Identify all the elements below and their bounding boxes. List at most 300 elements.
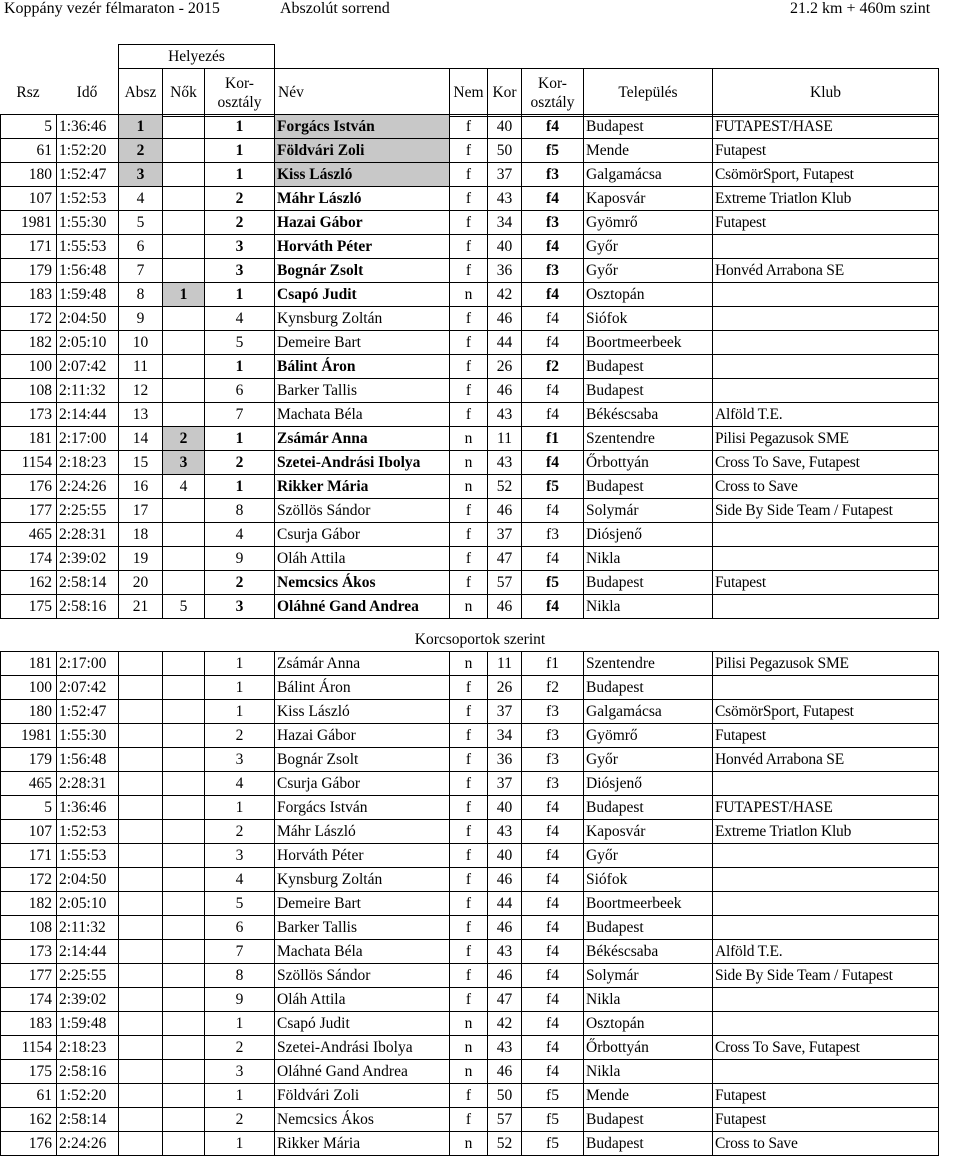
cell-town: Nikla (584, 988, 713, 1012)
cell-name: Nemcsics Ákos (275, 571, 450, 595)
ranking-type: Abszolút sorrend (280, 0, 390, 17)
cell-rsz: 181 (1, 652, 57, 676)
cell-absolute-place: 7 (119, 259, 163, 283)
result-row (1, 427, 939, 451)
cell-age-group: f5 (522, 475, 584, 499)
cell-women-place (163, 355, 205, 379)
cell-club (713, 595, 939, 619)
group-result-row (1, 1012, 939, 1036)
cell-time: 1:56:48 (57, 748, 119, 772)
page-title-bar (0, 0, 960, 20)
cell-name: Bálint Áron (275, 355, 450, 379)
cell-age-group: f4 (522, 796, 584, 820)
cell-sex: f (450, 772, 488, 796)
cell-name: Forgács István (275, 115, 450, 139)
cell-empty (163, 700, 205, 724)
cell-club: Futapest (713, 1084, 939, 1108)
cell-club (713, 355, 939, 379)
cell-age-group: f1 (522, 652, 584, 676)
group-result-row (1, 1108, 939, 1132)
cell-sex: f (450, 379, 488, 403)
header-ido: Idő (76, 84, 98, 101)
cell-age-group-place: 4 (205, 307, 275, 331)
cell-rsz: 180 (1, 700, 57, 724)
cell-club: Pilisi Pegazusok SME (713, 652, 939, 676)
cell-town: Budapest (584, 379, 713, 403)
cell-sex: n (450, 283, 488, 307)
cell-age-group: f3 (522, 748, 584, 772)
cell-age-group: f4 (522, 820, 584, 844)
cell-time: 1:55:30 (57, 724, 119, 748)
cell-age: 34 (488, 211, 522, 235)
cell-club (713, 868, 939, 892)
cell-women-place: 1 (163, 283, 205, 307)
cell-time: 2:04:50 (57, 307, 119, 331)
cell-age-group-place: 3 (205, 595, 275, 619)
cell-time: 2:58:14 (57, 1108, 119, 1132)
cell-age-group: f1 (522, 427, 584, 451)
cell-empty (119, 1084, 163, 1108)
cell-time: 2:58:16 (57, 595, 119, 619)
cell-age-group: f3 (522, 772, 584, 796)
cell-age: 40 (488, 796, 522, 820)
cell-club: Cross To Save, Futapest (713, 451, 939, 475)
cell-women-place (163, 307, 205, 331)
cell-age-group: f5 (522, 1084, 584, 1108)
header-korosztaly-2: Kor- osztály (522, 69, 584, 117)
cell-time: 2:39:02 (57, 547, 119, 571)
cell-absolute-place: 14 (119, 427, 163, 451)
cell-empty (163, 868, 205, 892)
cell-rsz: 171 (1, 844, 57, 868)
cell-sex: f (450, 499, 488, 523)
cell-age: 47 (488, 988, 522, 1012)
cell-sex: f (450, 1108, 488, 1132)
cell-age-group: f5 (522, 139, 584, 163)
group-result-row (1, 964, 939, 988)
cell-town: Osztopán (584, 283, 713, 307)
cell-empty (119, 940, 163, 964)
cell-club: FUTAPEST/HASE (713, 115, 939, 139)
header-telepules: Település (584, 69, 713, 117)
cell-town: Szentendre (584, 652, 713, 676)
cell-age-group-place: 7 (205, 940, 275, 964)
cell-club (713, 1060, 939, 1084)
cell-age-group: f3 (522, 211, 584, 235)
cell-club: Side By Side Team / Futapest (713, 499, 939, 523)
header-nok: Nők (163, 69, 205, 117)
cell-town: Budapest (584, 571, 713, 595)
cell-age-group-place: 2 (205, 211, 275, 235)
cell-absolute-place: 16 (119, 475, 163, 499)
result-row (1, 499, 939, 523)
cell-age-group: f4 (522, 844, 584, 868)
cell-rsz: 173 (1, 940, 57, 964)
result-row (1, 163, 939, 187)
cell-age-group-place: 2 (205, 187, 275, 211)
group-result-row (1, 748, 939, 772)
cell-name: Máhr László (275, 187, 450, 211)
cell-age-group: f4 (522, 379, 584, 403)
cell-time: 2:17:00 (57, 652, 119, 676)
cell-women-place (163, 115, 205, 139)
cell-age: 46 (488, 868, 522, 892)
group-result-row (1, 700, 939, 724)
cell-sex: f (450, 796, 488, 820)
cell-town: Kaposvár (584, 187, 713, 211)
cell-empty (163, 652, 205, 676)
cell-time: 2:28:31 (57, 523, 119, 547)
cell-women-place: 4 (163, 475, 205, 499)
cell-rsz: 171 (1, 235, 57, 259)
results-header (0, 44, 939, 117)
cell-age-group: f4 (522, 307, 584, 331)
group-result-row (1, 940, 939, 964)
cell-age: 37 (488, 700, 522, 724)
cell-time: 2:18:23 (57, 451, 119, 475)
cell-name: Bálint Áron (275, 676, 450, 700)
cell-age: 46 (488, 379, 522, 403)
cell-club: Extreme Triatlon Klub (713, 820, 939, 844)
cell-rsz: 100 (1, 355, 57, 379)
header-rsz: Rsz (16, 84, 40, 101)
cell-sex: f (450, 820, 488, 844)
cell-rsz: 182 (1, 331, 57, 355)
header-kor: Kor (488, 69, 522, 117)
cell-sex: f (450, 259, 488, 283)
cell-town: Osztopán (584, 1012, 713, 1036)
cell-age: 52 (488, 475, 522, 499)
cell-empty (119, 1060, 163, 1084)
cell-age-group-place: 7 (205, 403, 275, 427)
cell-club: Pilisi Pegazusok SME (713, 427, 939, 451)
cell-town: Nikla (584, 1060, 713, 1084)
cell-name: Zsámár Anna (275, 652, 450, 676)
cell-age-group-place: 2 (205, 820, 275, 844)
cell-age: 11 (488, 652, 522, 676)
group-result-row (1, 892, 939, 916)
cell-name: Hazai Gábor (275, 724, 450, 748)
cell-club (713, 283, 939, 307)
cell-age: 42 (488, 1012, 522, 1036)
cell-name: Csapó Judit (275, 283, 450, 307)
group-result-row (1, 1060, 939, 1084)
cell-rsz: 61 (1, 1084, 57, 1108)
cell-town: Gyömrő (584, 724, 713, 748)
cell-empty (163, 676, 205, 700)
cell-age: 26 (488, 676, 522, 700)
cell-rsz: 5 (1, 796, 57, 820)
cell-club: Futapest (713, 1108, 939, 1132)
cell-women-place (163, 379, 205, 403)
cell-time: 2:04:50 (57, 868, 119, 892)
group-results-table (0, 651, 939, 1156)
cell-sex: f (450, 964, 488, 988)
cell-women-place: 2 (163, 427, 205, 451)
cell-absolute-place: 5 (119, 211, 163, 235)
cell-town: Szentendre (584, 427, 713, 451)
cell-age-group-place: 1 (205, 139, 275, 163)
cell-town: Békéscsaba (584, 940, 713, 964)
cell-empty (119, 892, 163, 916)
cell-age-group-place: 1 (205, 1012, 275, 1036)
group-result-row (1, 796, 939, 820)
cell-town: Budapest (584, 676, 713, 700)
cell-age-group-place: 3 (205, 844, 275, 868)
cell-sex: f (450, 307, 488, 331)
header-nev: Név (275, 69, 450, 117)
cell-name: Kynsburg Zoltán (275, 868, 450, 892)
cell-age: 46 (488, 916, 522, 940)
cell-club (713, 916, 939, 940)
cell-age: 34 (488, 724, 522, 748)
cell-time: 1:36:46 (57, 796, 119, 820)
cell-name: Csapó Judit (275, 1012, 450, 1036)
cell-absolute-place: 18 (119, 523, 163, 547)
cell-age-group-place: 1 (205, 163, 275, 187)
cell-club: Alföld T.E. (713, 403, 939, 427)
cell-sex: f (450, 940, 488, 964)
cell-rsz: 107 (1, 187, 57, 211)
cell-women-place (163, 163, 205, 187)
cell-empty (119, 1108, 163, 1132)
cell-women-place (163, 499, 205, 523)
cell-sex: f (450, 988, 488, 1012)
cell-rsz: 182 (1, 892, 57, 916)
cell-rsz: 107 (1, 820, 57, 844)
cell-sex: n (450, 427, 488, 451)
cell-age-group-place: 8 (205, 499, 275, 523)
cell-sex: f (450, 115, 488, 139)
cell-rsz: 179 (1, 748, 57, 772)
cell-rsz: 100 (1, 676, 57, 700)
cell-age: 40 (488, 235, 522, 259)
cell-rsz: 5 (1, 115, 57, 139)
cell-sex: f (450, 331, 488, 355)
cell-time: 1:55:30 (57, 211, 119, 235)
cell-women-place (163, 547, 205, 571)
cell-absolute-place: 17 (119, 499, 163, 523)
cell-empty (119, 868, 163, 892)
cell-age: 37 (488, 523, 522, 547)
event-title: Koppány vezér félmaraton - 2015 (4, 0, 220, 17)
cell-absolute-place: 21 (119, 595, 163, 619)
cell-time: 1:59:48 (57, 283, 119, 307)
cell-age: 37 (488, 163, 522, 187)
cell-club (713, 1012, 939, 1036)
cell-age: 37 (488, 772, 522, 796)
cell-sex: n (450, 451, 488, 475)
cell-name: Csurja Gábor (275, 523, 450, 547)
cell-age-group: f3 (522, 724, 584, 748)
cell-age: 44 (488, 892, 522, 916)
cell-age-group: f2 (522, 676, 584, 700)
cell-age-group: f4 (522, 964, 584, 988)
cell-name: Rikker Mária (275, 1132, 450, 1156)
cell-time: 1:55:53 (57, 235, 119, 259)
group-result-row (1, 868, 939, 892)
cell-empty (163, 916, 205, 940)
cell-club (713, 331, 939, 355)
cell-club: Cross To Save, Futapest (713, 1036, 939, 1060)
cell-age-group-place: 8 (205, 964, 275, 988)
cell-name: Zsámár Anna (275, 427, 450, 451)
cell-town: Boortmeerbeek (584, 892, 713, 916)
cell-rsz: 108 (1, 379, 57, 403)
result-row (1, 235, 939, 259)
cell-age-group: f4 (522, 115, 584, 139)
cell-rsz: 180 (1, 163, 57, 187)
cell-town: Budapest (584, 916, 713, 940)
cell-town: Kaposvár (584, 820, 713, 844)
cell-age: 44 (488, 331, 522, 355)
cell-empty (163, 940, 205, 964)
cell-empty (163, 1012, 205, 1036)
cell-club (713, 379, 939, 403)
cell-name: Forgács István (275, 796, 450, 820)
cell-town: Budapest (584, 1132, 713, 1156)
cell-women-place (163, 403, 205, 427)
cell-age-group: f5 (522, 1132, 584, 1156)
cell-rsz: 162 (1, 571, 57, 595)
cell-time: 1:36:46 (57, 115, 119, 139)
cell-age-group: f3 (522, 259, 584, 283)
cell-age-group-place: 1 (205, 796, 275, 820)
cell-town: Őrbottyán (584, 451, 713, 475)
cell-time: 1:59:48 (57, 1012, 119, 1036)
cell-name: Machata Béla (275, 940, 450, 964)
cell-club: Cross to Save (713, 1132, 939, 1156)
cell-absolute-place: 19 (119, 547, 163, 571)
cell-time: 2:24:26 (57, 1132, 119, 1156)
cell-club: Honvéd Arrabona SE (713, 748, 939, 772)
cell-time: 2:25:55 (57, 964, 119, 988)
cell-town: Boortmeerbeek (584, 331, 713, 355)
cell-age-group: f3 (522, 163, 584, 187)
cell-age-group-place: 2 (205, 451, 275, 475)
cell-empty (119, 964, 163, 988)
cell-club: Alföld T.E. (713, 940, 939, 964)
header-klub: Klub (713, 69, 939, 117)
cell-name: Szöllös Sándor (275, 964, 450, 988)
cell-empty (163, 724, 205, 748)
cell-absolute-place: 1 (119, 115, 163, 139)
cell-age-group-place: 9 (205, 547, 275, 571)
cell-age: 46 (488, 595, 522, 619)
cell-sex: f (450, 700, 488, 724)
cell-sex: f (450, 916, 488, 940)
cell-age: 52 (488, 1132, 522, 1156)
cell-empty (163, 1108, 205, 1132)
cell-age: 40 (488, 115, 522, 139)
group-result-row (1, 724, 939, 748)
result-row (1, 307, 939, 331)
cell-empty (119, 652, 163, 676)
group-result-row (1, 820, 939, 844)
cell-absolute-place: 6 (119, 235, 163, 259)
cell-sex: f (450, 676, 488, 700)
cell-time: 2:58:14 (57, 571, 119, 595)
cell-name: Hazai Gábor (275, 211, 450, 235)
cell-age: 46 (488, 307, 522, 331)
cell-time: 1:52:20 (57, 139, 119, 163)
cell-empty (163, 964, 205, 988)
cell-sex: f (450, 868, 488, 892)
cell-empty (119, 700, 163, 724)
cell-empty (163, 796, 205, 820)
cell-name: Kiss László (275, 163, 450, 187)
cell-age-group: f4 (522, 283, 584, 307)
cell-town: Budapest (584, 475, 713, 499)
cell-age: 26 (488, 355, 522, 379)
cell-time: 2:14:44 (57, 403, 119, 427)
group-result-row (1, 988, 939, 1012)
header-korosztaly: Kor- osztály (205, 69, 275, 117)
cell-town: Mende (584, 139, 713, 163)
result-row (1, 571, 939, 595)
cell-age-group-place: 2 (205, 1108, 275, 1132)
cell-age-group: f4 (522, 595, 584, 619)
cell-age-group-place: 6 (205, 379, 275, 403)
cell-empty (119, 796, 163, 820)
cell-age-group-place: 1 (205, 700, 275, 724)
cell-name: Máhr László (275, 820, 450, 844)
cell-age-group-place: 3 (205, 1060, 275, 1084)
cell-empty (163, 1060, 205, 1084)
cell-age-group: f5 (522, 1108, 584, 1132)
cell-age-group-place: 9 (205, 988, 275, 1012)
cell-sex: n (450, 475, 488, 499)
cell-time: 2:14:44 (57, 940, 119, 964)
cell-town: Budapest (584, 115, 713, 139)
cell-club (713, 844, 939, 868)
header-absz: Absz (119, 69, 163, 117)
cell-absolute-place: 8 (119, 283, 163, 307)
cell-empty (163, 1084, 205, 1108)
cell-empty (119, 676, 163, 700)
cell-age-group-place: 1 (205, 676, 275, 700)
result-row (1, 475, 939, 499)
cell-empty (119, 772, 163, 796)
cell-sex: f (450, 724, 488, 748)
cell-age-group-place: 2 (205, 1036, 275, 1060)
cell-empty (119, 1036, 163, 1060)
cell-women-place (163, 571, 205, 595)
cell-town: Solymár (584, 499, 713, 523)
cell-age: 47 (488, 547, 522, 571)
cell-rsz: 465 (1, 523, 57, 547)
cell-age-group: f4 (522, 331, 584, 355)
distance-info: 21.2 km + 460m szint (790, 0, 931, 17)
cell-absolute-place: 20 (119, 571, 163, 595)
cell-rsz: 162 (1, 1108, 57, 1132)
cell-absolute-place: 12 (119, 379, 163, 403)
cell-rsz: 181 (1, 427, 57, 451)
cell-time: 2:25:55 (57, 499, 119, 523)
cell-club (713, 772, 939, 796)
cell-town: Budapest (584, 796, 713, 820)
cell-age-group: f4 (522, 235, 584, 259)
cell-name: Csurja Gábor (275, 772, 450, 796)
cell-rsz: 175 (1, 1060, 57, 1084)
cell-age-group-place: 3 (205, 259, 275, 283)
cell-town: Diósjenő (584, 523, 713, 547)
cell-sex: f (450, 748, 488, 772)
cell-rsz: 465 (1, 772, 57, 796)
result-row (1, 547, 939, 571)
cell-name: Barker Tallis (275, 916, 450, 940)
cell-sex: n (450, 1036, 488, 1060)
